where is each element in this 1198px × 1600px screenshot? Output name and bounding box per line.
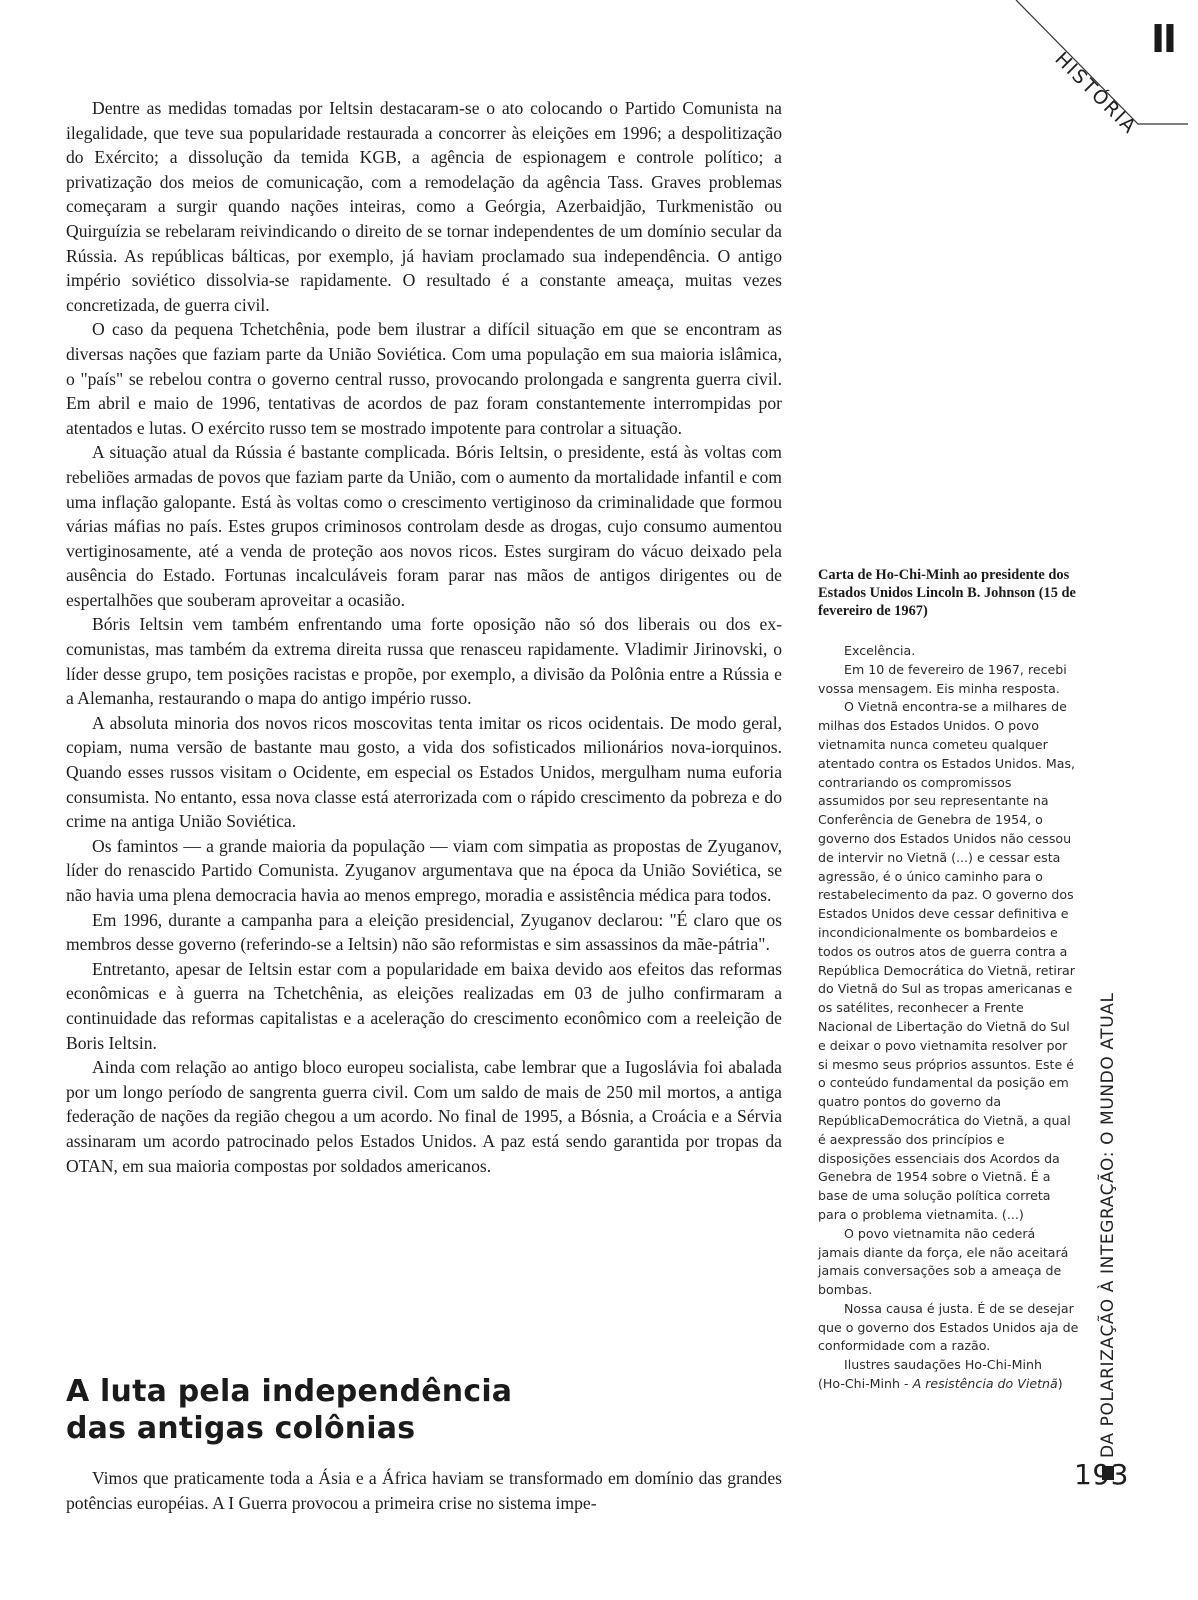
signature-text: Ilustres saudações Ho-Chi-Minh xyxy=(844,1357,1042,1373)
paragraph: Bóris Ieltsin vem também enfrentando uma forte oposição não só dos liberais ou dos ex-comunistas, mas também da extrema direita russa que renasceu rapidamente. Vladimir Jirinovski, o líder desse grupo, tem posições racistas e propõe, por exemplo, a divisão da Polônia entre a Rússia e a Alemanha, restaurando o mapa do antigo império russo. xyxy=(66,614,782,709)
section-heading-line1: A luta pela independência xyxy=(66,1374,513,1409)
section-heading-line2: das antigas colônias xyxy=(66,1411,416,1446)
article-body xyxy=(66,96,782,1178)
paragraph: Os famintos — a grande maioria da população — viam com simpatia as propostas de Zyuganov, líder do renascido Partido Comunista. Zyuganov argumentava que na época da União Soviética, se não havia uma plena democracia havia ao menos emprego, moradia e assistência médica para todos. xyxy=(66,835,782,905)
letter-text xyxy=(818,642,1080,1394)
history-corner-tab xyxy=(938,0,1198,180)
paragraph: O caso da pequena Tchetchênia, pode bem ilustrar a difícil situação em que se encontram as diversas nações que faziam parte da União Soviética. Com uma população em sua maioria islâmica, o "país" se rebelou contra o governo central russo, provocando prolongada e sangrenta guerra civil. Em abril e maio de 1996, tentativas de acordos de paz foram constantemente interrompidas por atentados e lutas. O exército russo tem se mostrado impotente para controlar a situação. xyxy=(66,319,782,438)
paragraph: Ainda com relação ao antigo bloco europeu socialista, cabe lembrar que a Iugoslávia foi abalada por um longo período de sangrenta guerra civil. Com um saldo de mais de 250 mil mortos, a antiga federação de nações da região chegou a um acordo. No final de 1995, a Bósnia, a Croácia e a Sérvia assinaram um acordo patrocinado pelos Estados Unidos. A paz está sendo garantida por tropas da OTAN, em sua maioria compostas por soldados americanos. xyxy=(66,1057,782,1176)
history-section-label: HISTÓRIA xyxy=(1050,47,1142,139)
letter-paragraph: Nossa causa é justa. É de se desejar que o governo dos Estados Unidos aja de conformidade com a razão. xyxy=(818,1300,1079,1354)
chapter-mark xyxy=(1151,17,1177,61)
paragraph: Entretanto, apesar de Ieltsin estar com a popularidade em baixa devido aos efeitos das reformas econômicas e à guerra na Tchetchênia, as eleições realizadas em 03 de julho confirmaram a continuidade das reformas capitalistas e a aceleração do crescimento econômico com a reeleição de Boris Ieltsin. xyxy=(66,958,782,1053)
letter-signature xyxy=(818,1356,1080,1394)
sidebar-title: Carta de Ho-Chi-Minh ao presidente dos Estados Unidos Lincoln B. Johnson (15 de fevereiro de 1967) xyxy=(818,567,1076,619)
paragraph: Dentre as medidas tomadas por Ieltsin destacaram-se o ato colocando o Partido Comunista na ilegalidade, que teve sua popularidade restaurada a concorrer às eleições em 1996; a despolitização do Exército; a dissolução da temida KGB, a agência de espionagem e controle político; a privatização dos meios de comunicação, com a remodelação da agência Tass. Graves problemas começaram a surgir quando nações inteiras, como a Geórgia, Azerbaidjão, Turkmenistão ou Quirguízia se rebelaram reivindicando o direito de se tornar independentes de um domínio secular da Rússia. As repúblicas bálticas, por exemplo, já haviam proclamado sua independência. O antigo império soviético dissolvia-se rapidamente. O resultado é a constante ameaça, muitas vezes concretizada, de guerra civil. xyxy=(66,98,782,315)
svg-text:II: II xyxy=(1151,17,1177,61)
letter-paragraph: O Vietnã encontra-se a milhares de milhas dos Estados Unidos. O povo vietnamita nunca cometeu qualquer atentado contra os Estados Unidos. Mas, contrariando os compromissos assumidos por seu representante na Conferência de Genebra de 1954, o governo dos Estados Unidos não cessou de intervir no Vietnã (...) e cessar esta agressão, é o único caminho para o restabelecimento da paz. O governo dos Estados Unidos deve cessar definitiva e incondicionalmente os bombardeios e todos os outros atos de guerra contra a República Democrática do Vietnã, retirar do Vietnã do Sul as tropas americanas e os satélites, reconhecer a Frente Nacional de Libertação do Vietnã do Sul e deixar o povo vietnamita resolver por si mesmo seus próprios assuntos. Este é o conteúdo fundamental da posição em quatro pontos do governo da RepúblicaDemocrática do Vietnã, a qual é aexpressão dos princípios e disposições essenciais dos Acordos da Genebra de 1954 sobre o Vietnã. É a base de uma solução política correta para o problema vietnamita. (...) xyxy=(818,699,1076,1222)
page-number: 193 xyxy=(1074,1458,1129,1491)
letter-paragraph: O povo vietnamita não cederá jamais diante da força, ele não aceitará jamais conversações sob a ameaça de bombas. xyxy=(818,1225,1069,1298)
paragraph: A situação atual da Rússia é bastante complicada. Bóris Ieltsin, o presidente, está às voltas com rebeliões armadas de povos que faziam parte da União, com o aumento da mortalidade infantil e com uma inflação galopante. Está às voltas como o crescimento vertiginoso da criminalidade que formou várias máfias no país. Estes grupos criminosos controlam desde as drogas, cujo consumo aumentou vertiginosamente, até a venda de proteção aos novos ricos. Estes surgiram do vácuo deixado pela ausência do Estado. Fortunas incalculáveis foram parar nas mãos de antigos dirigentes ou de espertalhões que souberam aproveitar a ocasião. xyxy=(66,442,782,610)
paragraph: Vimos que praticamente toda a Ásia e a África haviam se transformado em domínio das grandes potências européias. A I Guerra provocou a primeira crise no sistema impe- xyxy=(66,1468,782,1513)
paragraph: A absoluta minoria dos novos ricos moscovitas tenta imitar os ricos ocidentais. De modo geral, copiam, numa versão de bastante mau gosto, a vida dos sofisticados milionários nova-iorquinos. Quando esses russos visitam o Ocidente, em especial os Estados Unidos, mergulham numa euforia consumista. No entanto, essa nova classe está aterrorizada com o rápido crescimento da pobreza e do crime na antiga União Soviética. xyxy=(66,712,782,832)
section-intro xyxy=(66,1466,782,1515)
letter-salutation: Excelência. xyxy=(844,643,916,658)
source-title: A resistência do Vietnã xyxy=(912,1376,1058,1392)
letter-source: (Ho-Chi-Minh - A resistência do Vietnã) xyxy=(818,1376,1063,1392)
chapter-running-title xyxy=(1098,992,1118,1480)
chapter-title-text: DA POLARIZAÇÃO À INTEGRAÇÃO: O MUNDO ATUAL xyxy=(1098,992,1118,1458)
sidebar-letter xyxy=(818,566,1080,1394)
section-heading xyxy=(66,1373,626,1447)
letter-paragraph: Em 10 de fevereiro de 1967, recebi vossa mensagem. Eis minha resposta. xyxy=(818,661,1067,696)
paragraph: Em 1996, durante a campanha para a eleição presidencial, Zyuganov declarou: "É claro que os membros desse governo (referindo-se a Ieltsin) não são reformistas e sim assassinos da mãe-pátria". xyxy=(66,909,782,955)
